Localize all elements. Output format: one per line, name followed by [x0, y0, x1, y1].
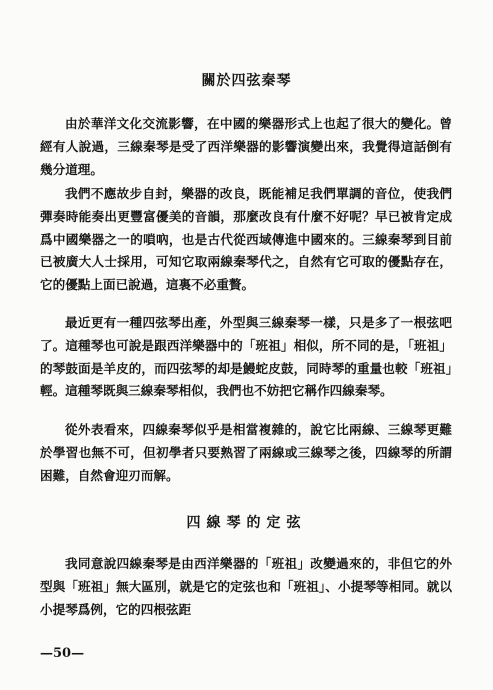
paragraph: 我同意說四線秦琴是由西洋樂器的「班祖」改變過來的，非但它的外型與「班祖」無大區別，就是它的定弦也和「班祖」、小提琴等相同。就以小提琴爲例，它的四根弦距 [40, 556, 452, 617]
page-number: —50— [40, 646, 85, 661]
section-heading: 關於四弦秦琴 [201, 73, 292, 89]
section-heading: 四線琴的定弦 [186, 515, 307, 531]
paragraph: 我們不應故步自封，樂器的改良，既能補足我們單調的音位，使我們彈奏時能奏出更豐富優美的音韻，那麼改良有什麼不好呢？早已被肯定成爲中國樂器之一的嗩吶，也是古代從西域傳進中國來的。三線秦琴到目前已被廣大人士採用，可知它取兩線秦琴代之，自然有它可取的優點存在，它的優點上面已說過，這裏不必重贅。 [40, 186, 452, 293]
paragraph: 最近更有一種四弦琴出產，外型與三線秦琴一樣，只是多了一根弦吧了。這種琴也可說是跟西洋樂器中的「班祖」相似，所不同的是，「班祖」的琴鼓面是羊皮的，而四弦琴的却是鰻蛇皮鼓，同時琴的重量也較「班祖」輕。這種琴既與三線秦琴相似，我們也不妨把它稱作四線秦琴。 [40, 315, 452, 399]
paragraph: 從外表看來，四線秦琴似乎是相當複雜的，說它比兩線、三線琴更難於學習也無不可，但初學者只要熟習了兩線或三線琴之後，四線琴的所謂困難，自然會迎刃而解。 [40, 422, 452, 483]
paragraph: 由於華洋文化交流影響，在中國的樂器形式上也起了很大的變化。曾經有人說過，三線秦琴是受了西洋樂器的影響演變出來，我覺得這話倒有幾分道理。 [40, 116, 452, 177]
